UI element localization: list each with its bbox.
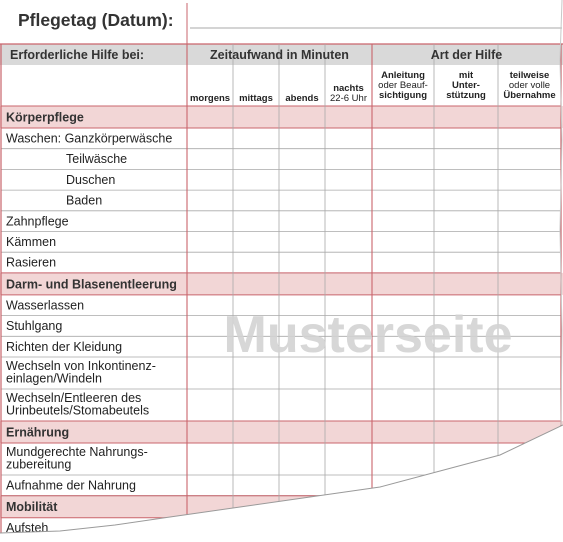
entry-cell[interactable] <box>187 252 233 273</box>
entry-cell[interactable] <box>279 443 325 475</box>
row-label: Stuhlgang <box>6 319 63 334</box>
header-art-der-hilfe: Art der Hilfe <box>430 48 503 62</box>
row-label: Mundgerechte Nahrungs- <box>6 445 148 459</box>
entry-cell[interactable] <box>325 211 372 232</box>
help-column-header: Anleitung <box>381 70 425 81</box>
entry-cell[interactable] <box>187 169 233 190</box>
entry-cell[interactable] <box>498 211 561 232</box>
entry-cell[interactable] <box>434 252 498 273</box>
section-band <box>0 106 563 128</box>
entry-cell[interactable] <box>325 128 372 149</box>
row-label: Kämmen <box>6 235 57 249</box>
entry-cell[interactable] <box>434 190 498 211</box>
watermark-text: Musterseite <box>223 306 513 364</box>
entry-cell[interactable] <box>434 389 498 421</box>
row-label: Aufsteh <box>6 521 49 536</box>
entry-cell[interactable] <box>372 443 434 475</box>
entry-cell[interactable] <box>187 149 233 170</box>
entry-cell[interactable] <box>434 211 498 232</box>
help-column-header: mit <box>458 70 474 81</box>
row-label: Aufnahme der Nahrung <box>6 478 136 493</box>
entry-cell[interactable] <box>434 169 498 190</box>
entry-cell[interactable] <box>498 232 561 253</box>
row-label: einlagen/Windeln <box>6 371 102 386</box>
entry-cell[interactable] <box>233 211 279 232</box>
entry-cell[interactable] <box>372 149 434 170</box>
entry-cell[interactable] <box>325 232 372 253</box>
section-band <box>0 421 563 443</box>
entry-cell[interactable] <box>279 169 325 190</box>
section-heading: Körperpflege <box>6 110 84 125</box>
row-label: Richten der Kleidung <box>6 339 123 354</box>
row-label: Wechseln/Entleeren des <box>6 391 142 405</box>
entry-cell[interactable] <box>233 443 279 475</box>
time-column-header: mittags <box>239 93 273 104</box>
entry-cell[interactable] <box>325 190 372 211</box>
row-label: Duschen <box>66 172 116 187</box>
entry-cell[interactable] <box>187 128 233 149</box>
section-heading: Darm- und Blasenentleerung <box>6 277 177 292</box>
entry-cell[interactable] <box>233 149 279 170</box>
entry-cell[interactable] <box>434 128 498 149</box>
entry-cell[interactable] <box>498 252 561 273</box>
help-column-header: sichtigung <box>378 90 428 101</box>
entry-cell[interactable] <box>325 252 372 273</box>
time-column-header: morgens <box>189 93 231 104</box>
entry-cell[interactable] <box>325 169 372 190</box>
entry-cell[interactable] <box>233 252 279 273</box>
entry-cell[interactable] <box>233 169 279 190</box>
entry-cell[interactable] <box>279 128 325 149</box>
entry-cell[interactable] <box>372 252 434 273</box>
entry-cell[interactable] <box>187 190 233 211</box>
section-heading: Ernährung <box>6 425 70 440</box>
entry-cell[interactable] <box>187 443 233 475</box>
time-column-header: abends <box>285 93 319 104</box>
row-label: zubereitung <box>6 457 72 472</box>
help-column-header: oder volle <box>508 80 551 91</box>
time-column-header: nachts <box>333 83 364 94</box>
entry-cell[interactable] <box>498 169 561 190</box>
entry-cell[interactable] <box>279 475 325 496</box>
entry-cell[interactable] <box>187 475 233 496</box>
entry-cell[interactable] <box>372 190 434 211</box>
help-column-header: Übernahme <box>503 90 556 101</box>
row-label: Urinbeutels/Stomabeutels <box>6 403 150 418</box>
entry-cell[interactable] <box>233 232 279 253</box>
entry-cell[interactable] <box>279 232 325 253</box>
help-column-header: stützung <box>446 90 486 101</box>
row-label: Baden <box>66 193 103 208</box>
entry-cell[interactable] <box>187 389 233 421</box>
row-label: Teilwäsche <box>66 152 128 167</box>
entry-cell[interactable] <box>279 190 325 211</box>
row-label: Rasieren <box>6 255 57 270</box>
entry-cell[interactable] <box>279 389 325 421</box>
entry-cell[interactable] <box>498 128 561 149</box>
entry-cell[interactable] <box>279 211 325 232</box>
form-title: Pflegetag (Datum): <box>18 10 174 30</box>
help-column-header: oder Beauf- <box>378 80 428 91</box>
entry-cell[interactable] <box>498 389 561 421</box>
entry-cell[interactable] <box>279 149 325 170</box>
time-column-header: 22-6 Uhr <box>330 93 367 104</box>
entry-cell[interactable] <box>187 232 233 253</box>
entry-cell[interactable] <box>434 149 498 170</box>
help-column-header: Unter- <box>452 80 480 91</box>
row-label: Waschen: Ganzkörperwäsche <box>6 131 173 146</box>
row-label: Wechseln von Inkontinenz- <box>6 359 156 373</box>
entry-cell[interactable] <box>233 190 279 211</box>
section-heading: Mobilität <box>6 500 58 515</box>
header-hilfe-bei: Erforderliche Hilfe bei: <box>10 48 145 62</box>
row-label: Wasserlassen <box>6 298 85 313</box>
row-label: Zahnpflege <box>6 214 69 229</box>
entry-cell[interactable] <box>325 389 372 421</box>
entry-cell[interactable] <box>498 149 561 170</box>
entry-cell[interactable] <box>233 475 279 496</box>
entry-cell[interactable] <box>372 389 434 421</box>
entry-cell[interactable] <box>233 128 279 149</box>
header-zeitaufwand: Zeitaufwand in Minuten <box>210 48 349 62</box>
entry-cell[interactable] <box>434 232 498 253</box>
entry-cell[interactable] <box>498 190 561 211</box>
entry-cell[interactable] <box>325 149 372 170</box>
entry-cell[interactable] <box>279 252 325 273</box>
entry-cell[interactable] <box>187 211 233 232</box>
entry-cell[interactable] <box>233 389 279 421</box>
entry-cell[interactable] <box>372 211 434 232</box>
entry-cell[interactable] <box>372 232 434 253</box>
help-column-header: teilweise <box>509 70 550 81</box>
entry-cell[interactable] <box>325 443 372 475</box>
entry-cell[interactable] <box>372 169 434 190</box>
entry-cell[interactable] <box>372 128 434 149</box>
